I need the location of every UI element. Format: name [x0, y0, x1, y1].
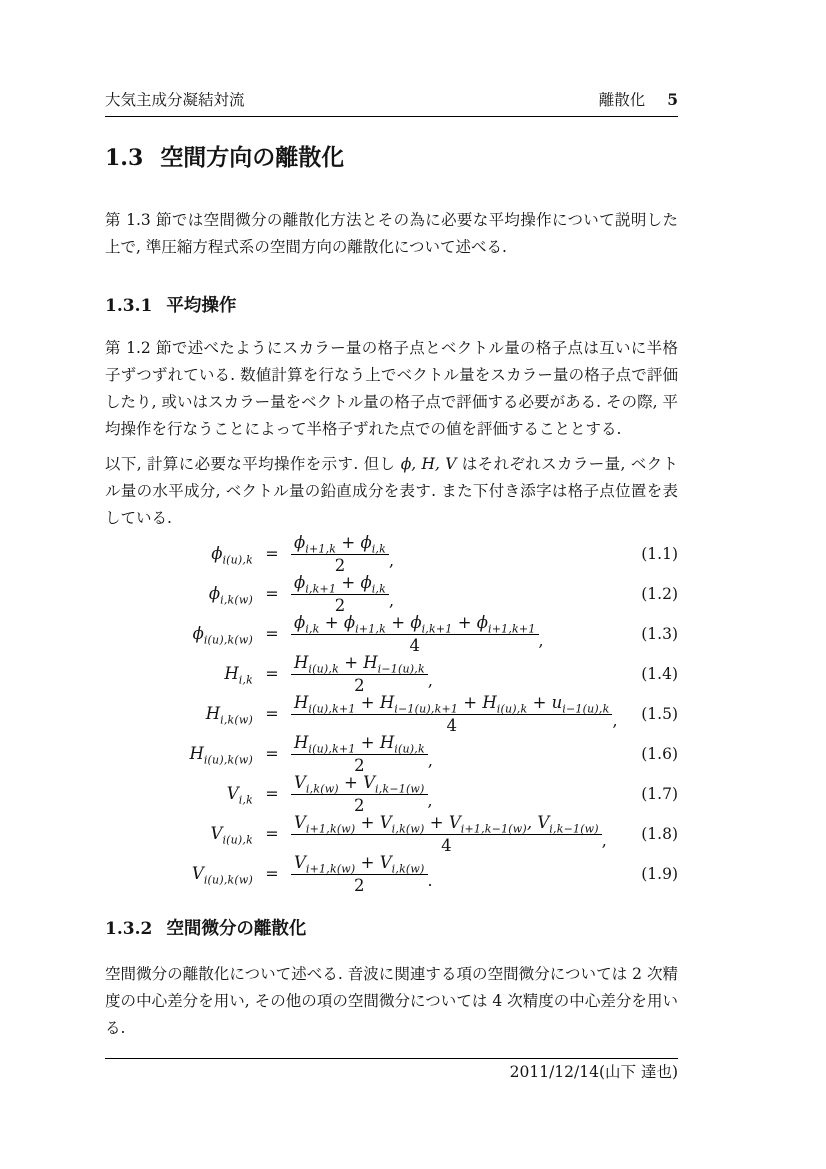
equals-sign: =	[265, 664, 279, 684]
equation-number: (1.1)	[641, 544, 678, 563]
equals-sign: =	[265, 744, 279, 764]
fraction-denominator: 2	[354, 755, 365, 775]
equals-sign: =	[265, 584, 279, 604]
section-number: 1.3	[105, 145, 144, 171]
header-right-group	[599, 88, 678, 110]
paragraph-grid-points: 第 1.2 節で述べたようにスカラー量の格子点とベクトル量の格子点は互いに半格子ずつずれている. 数値計算を行なう上でベクトル量をスカラー量の格子点で評価したり, 或いはスカラー量をベクトル量の格子点で評価する必要がある. その際, 平均操作を行なうことによって半格子ずれた点での値を評価することとする.	[105, 338, 678, 438]
equation-row-1-1	[105, 534, 678, 574]
equation-lhs: $\phi_{i(u),k(w)}$	[192, 624, 253, 647]
header-chapter-label: 離散化	[598, 91, 646, 109]
equation-fraction	[291, 533, 389, 575]
subsection-title: 空間微分の離散化	[166, 918, 307, 939]
subsection-title: 平均操作	[166, 296, 237, 317]
subsection-number: 1.3.2	[105, 918, 153, 939]
equals-sign: =	[265, 824, 279, 844]
fraction-numerator: $\phi_{i,k} + \phi_{i+1,k} + \phi_{i,k+1} + \phi_{i+1,k+1}$	[291, 613, 539, 635]
fraction-denominator: 2	[354, 675, 365, 695]
equation-number: (1.3)	[641, 624, 678, 643]
equation-number: (1.9)	[641, 864, 678, 883]
equation-fraction	[291, 693, 612, 735]
fraction-numerator: $V_{i+1,k(w)} + V_{i,k(w)}$	[291, 853, 428, 875]
equation-fraction	[291, 653, 428, 695]
equation-punctuation: ,	[427, 751, 433, 771]
equation-punctuation: ,	[601, 831, 607, 851]
paragraph-averaging-note	[105, 451, 678, 532]
equation-lhs: $H_{i(u),k(w)}$	[189, 744, 253, 767]
fraction-numerator: $V_{i+1,k(w)} + V_{i,k(w)} + V_{i+1,k-1(w)}$, $V_{i,k-1(w)}$	[291, 813, 602, 835]
fraction-numerator: $H_{i(u),k+1} + H_{i-1(u),k+1} + H_{i(u),k} + u_{i-1(u),k}$	[291, 693, 612, 715]
equals-sign: =	[265, 624, 279, 644]
fraction-numerator: $H_{i(u),k+1} + H_{i(u),k}$	[291, 733, 428, 755]
equation-lhs: $\phi_{i,k(w)}$	[208, 584, 253, 607]
equation-lhs: $V_{i(u),k(w)}$	[191, 864, 253, 887]
section-heading	[105, 146, 678, 171]
fraction-denominator: 2	[334, 595, 346, 615]
equals-sign: =	[265, 784, 279, 804]
equals-sign: =	[265, 704, 279, 724]
equation-fraction	[291, 613, 539, 655]
equals-sign: =	[265, 864, 279, 884]
equation-punctuation: ,	[612, 711, 618, 731]
equation-row-1-3	[105, 614, 678, 654]
footer-date-author: 2011/12/14(山下 達也)	[509, 1062, 678, 1081]
equation-number: (1.8)	[641, 824, 678, 843]
equation-punctuation: ,	[389, 551, 395, 571]
fraction-denominator: 2	[354, 795, 365, 815]
text-segment: はそれぞれスカラー量, ベクトル量の水平成分, ベクトル量の鉛直成分を表す. また下付き添字は格子点位置を表している.	[105, 454, 678, 527]
equation-row-1-6	[105, 734, 678, 774]
equation-row-1-7	[105, 774, 678, 814]
equation-row-1-2	[105, 574, 678, 614]
equation-fraction	[291, 813, 602, 855]
equation-block	[105, 534, 678, 894]
equation-fraction	[291, 853, 428, 895]
page-footer	[105, 1058, 678, 1083]
equals-sign: =	[265, 544, 279, 564]
equation-punctuation: ,	[538, 631, 544, 651]
equation-fraction	[291, 773, 428, 815]
equation-row-1-9	[105, 854, 678, 894]
paragraph-intro: 第 1.3 節では空間微分の離散化方法とその為に必要な平均操作について説明した上で, 準圧縮方程式系の空間方向の離散化について述べる.	[105, 211, 678, 257]
equation-lhs: $H_{i,k}$	[224, 664, 253, 687]
equation-punctuation: ,	[427, 791, 433, 811]
equation-number: (1.5)	[641, 704, 678, 723]
subsection-heading-derivatives	[105, 920, 678, 939]
page-header	[105, 88, 678, 117]
equation-punctuation: .	[427, 871, 433, 891]
equation-number: (1.7)	[641, 784, 678, 803]
fraction-denominator: 4	[409, 635, 421, 655]
text-segment: 以下, 計算に必要な平均操作を示す. 但し	[105, 454, 401, 473]
equation-lhs: $V_{i(u),k}$	[210, 824, 253, 847]
fraction-numerator: $\phi_{i+1,k} + \phi_{i,k}$	[291, 533, 389, 555]
subsection-number: 1.3.1	[105, 296, 153, 317]
fraction-numerator: $V_{i,k(w)} + V_{i,k-1(w)}$	[291, 773, 428, 795]
header-page-number: 5	[667, 90, 678, 109]
equation-row-1-8	[105, 814, 678, 854]
equation-number: (1.4)	[641, 664, 678, 683]
equation-punctuation: ,	[389, 591, 395, 611]
fraction-denominator: 2	[334, 555, 346, 575]
equation-row-1-4	[105, 654, 678, 694]
equation-fraction	[291, 573, 389, 615]
fraction-denominator: 2	[354, 875, 365, 895]
equation-number: (1.2)	[641, 584, 678, 603]
paragraph-derivative-discretization: 空間微分の離散化について述べる. 音波に関連する項の空間微分については 2 次精度の中心差分を用い, その他の項の空間微分については 4 次精度の中心差分を用いる.	[105, 964, 678, 1037]
section-title: 空間方向の離散化	[160, 145, 345, 171]
fraction-denominator: 4	[446, 715, 457, 735]
equation-lhs: $\phi_{i(u),k}$	[211, 544, 253, 567]
fraction-denominator: 4	[441, 835, 452, 855]
subsection-heading-averaging	[105, 297, 678, 316]
equation-lhs: $H_{i,k(w)}$	[205, 704, 253, 727]
equation-lhs: $V_{i,k}$	[226, 784, 253, 807]
equation-row-1-5	[105, 694, 678, 734]
fraction-numerator: $H_{i(u),k} + H_{i-1(u),k}$	[291, 653, 428, 675]
equation-fraction	[291, 733, 428, 775]
equation-number: (1.6)	[641, 744, 678, 763]
header-left-title: 大気主成分凝結対流	[105, 91, 245, 109]
fraction-numerator: $\phi_{i,k+1} + \phi_{i,k}$	[291, 573, 389, 595]
inline-math: ϕ, H, V	[400, 454, 457, 473]
equation-punctuation: ,	[427, 671, 433, 691]
